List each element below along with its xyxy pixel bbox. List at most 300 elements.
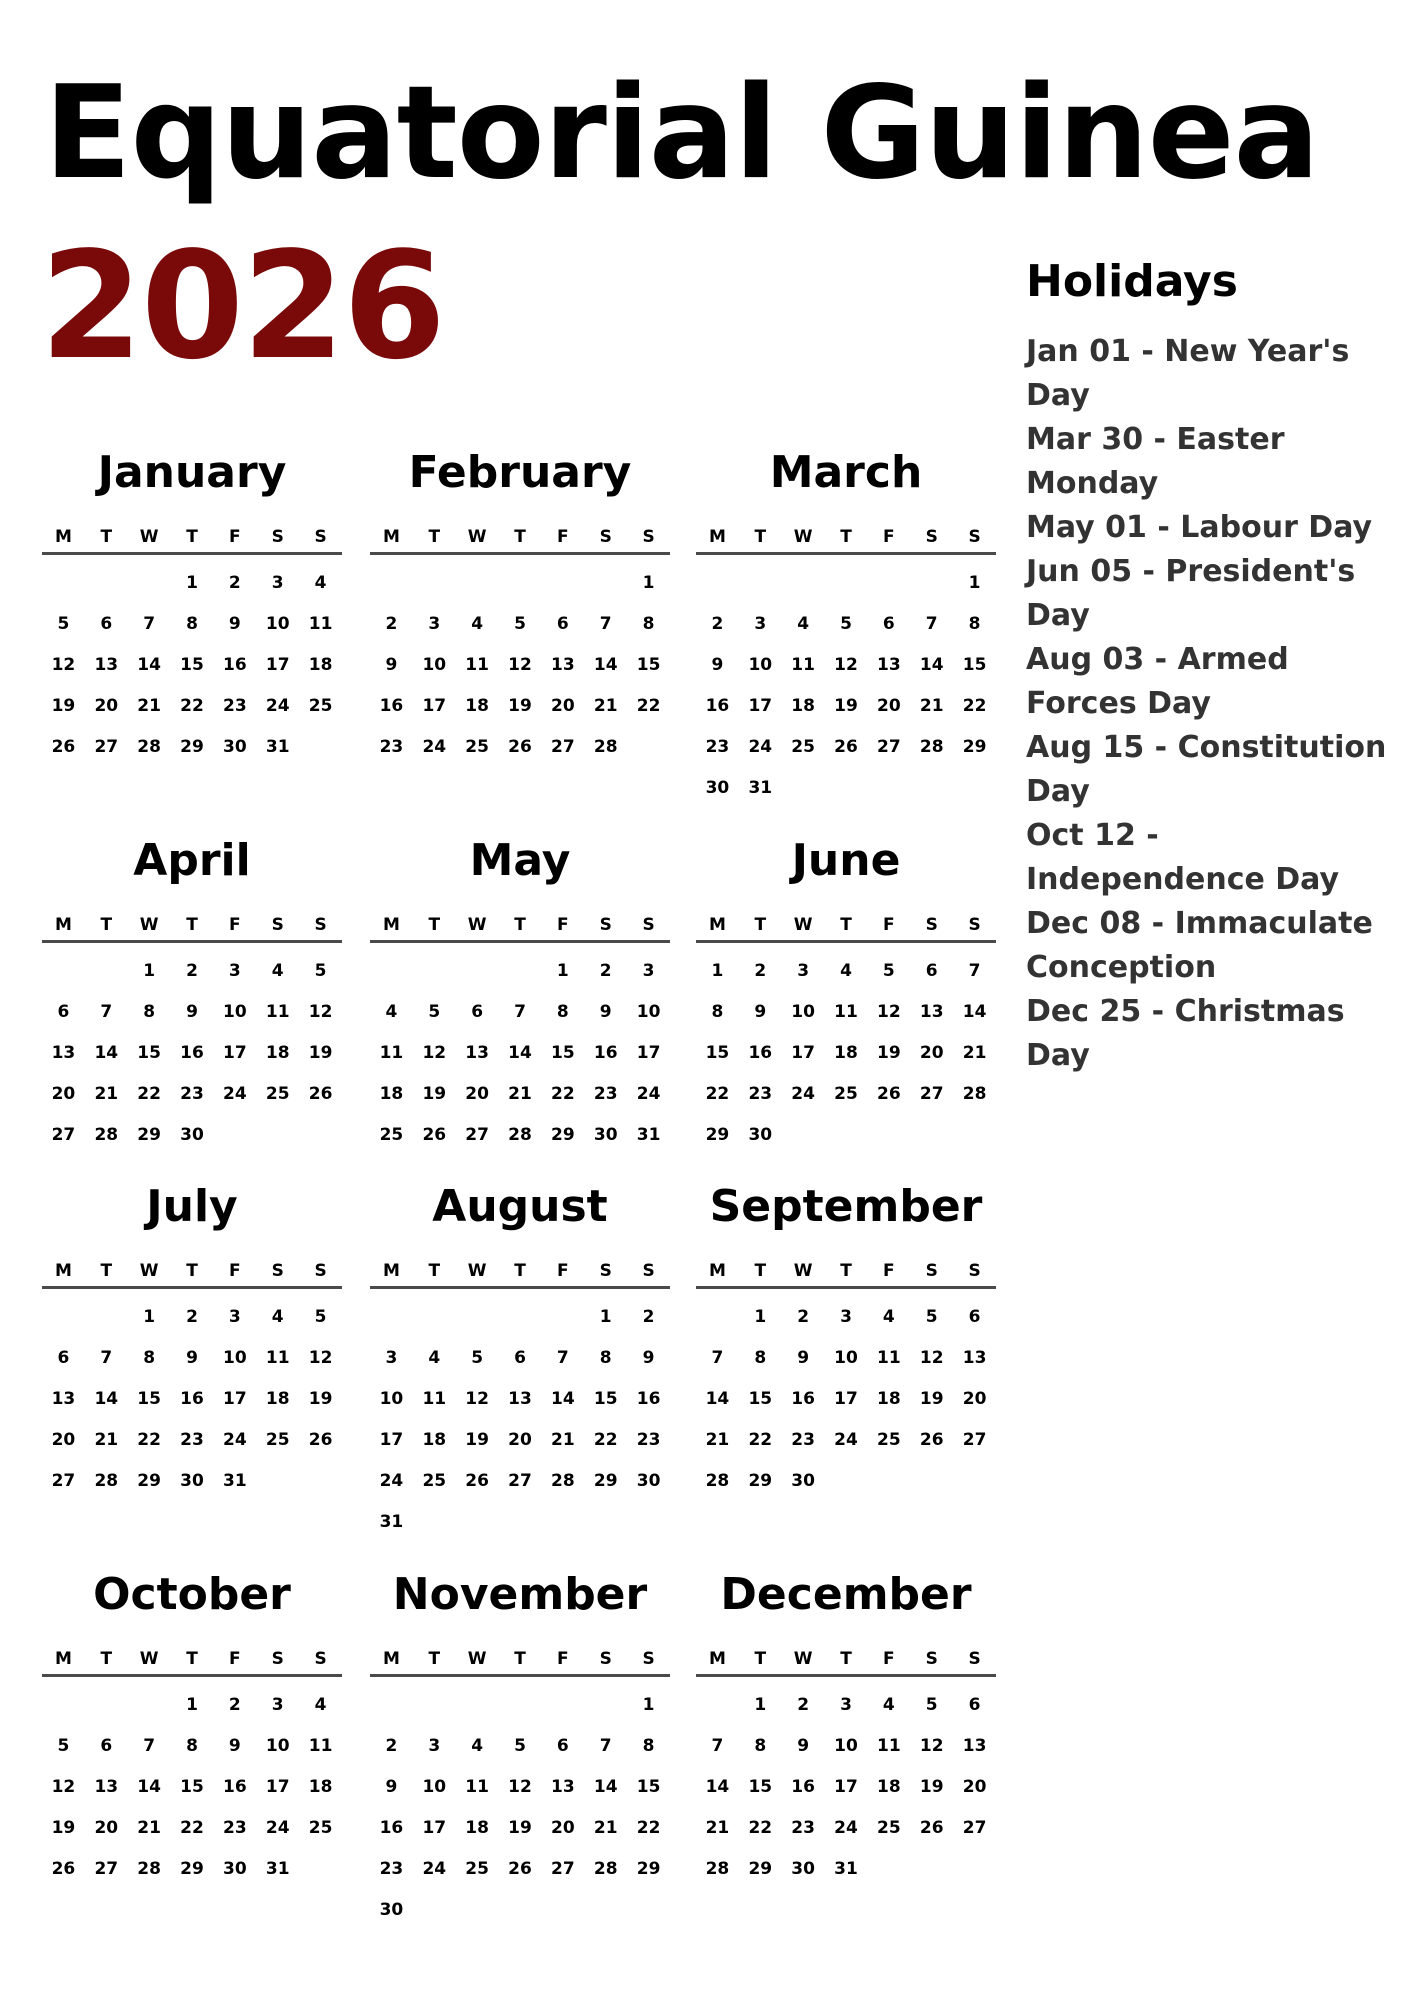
day-cell: 17 <box>834 1777 858 1797</box>
day-cell: 25 <box>265 1430 290 1450</box>
weekday-header: W <box>128 1644 171 1677</box>
weekday-header: T <box>739 1256 782 1289</box>
day-cell: 30 <box>705 778 730 798</box>
day-cell: 21 <box>137 1818 161 1838</box>
weekday-header: W <box>128 1256 171 1289</box>
weekday-header: T <box>85 522 128 555</box>
day-cell: 12 <box>877 1002 901 1022</box>
day-cell: 7 <box>599 1736 612 1756</box>
day-cell: 30 <box>791 1471 815 1491</box>
day-cell: 28 <box>919 737 944 757</box>
weekday-header: T <box>499 1644 542 1677</box>
weekday-header: T <box>171 910 214 943</box>
day-cell: 11 <box>308 1736 333 1756</box>
day-cell: 11 <box>265 1348 290 1368</box>
day-cell: 26 <box>919 1430 944 1450</box>
empty-day-cell <box>696 1685 739 1726</box>
day-cell: 31 <box>265 1859 290 1879</box>
empty-day-cell <box>42 1297 85 1338</box>
day-cell: 1 <box>186 1695 198 1715</box>
day-cell: 3 <box>271 1695 284 1715</box>
day-cell: 5 <box>57 614 70 634</box>
day-cell: 28 <box>137 1859 161 1879</box>
day-cell: 14 <box>137 655 161 675</box>
day-cell: 12 <box>508 1777 532 1797</box>
day-cell: 14 <box>137 1777 161 1797</box>
day-cell: 11 <box>308 614 333 634</box>
day-cell: 15 <box>180 655 204 675</box>
day-cell: 26 <box>834 737 858 757</box>
day-cell: 2 <box>385 614 398 634</box>
day-cell: 19 <box>51 696 76 716</box>
day-cell: 25 <box>877 1818 901 1838</box>
day-cell: 12 <box>508 655 532 675</box>
day-cell: 28 <box>137 737 161 757</box>
day-cell: 19 <box>919 1389 944 1409</box>
day-cell: 27 <box>94 1859 119 1879</box>
weekday-header: T <box>413 910 456 943</box>
empty-day-cell <box>739 563 782 604</box>
day-cell: 26 <box>308 1084 333 1104</box>
day-cell: 17 <box>636 1043 661 1063</box>
day-cell: 8 <box>968 614 981 634</box>
day-cell: 4 <box>882 1695 895 1715</box>
day-cell: 14 <box>705 1389 730 1409</box>
day-cell: 5 <box>428 1002 441 1022</box>
holiday-item: Dec 08 - Immaculate Conception <box>1026 906 1373 986</box>
day-cell: 14 <box>94 1043 119 1063</box>
weekday-header: M <box>370 1256 413 1289</box>
day-cell: 21 <box>705 1818 730 1838</box>
day-cell: 2 <box>228 1695 241 1715</box>
empty-day-cell <box>42 563 85 604</box>
empty-day-cell <box>413 1685 456 1726</box>
weekday-header: S <box>256 522 299 555</box>
day-cell: 25 <box>465 737 489 757</box>
weekday-header: F <box>541 1256 584 1289</box>
weekday-header: W <box>456 1256 499 1289</box>
empty-day-cell <box>413 1297 456 1338</box>
weekday-header: M <box>696 1644 739 1677</box>
day-cell: 10 <box>223 1002 247 1022</box>
day-cell: 7 <box>143 614 156 634</box>
empty-day-cell <box>696 1297 739 1338</box>
weekday-header: T <box>499 1256 542 1289</box>
month-days-grid <box>42 1256 342 1502</box>
day-cell: 26 <box>422 1125 447 1145</box>
empty-day-cell <box>541 563 584 604</box>
month-name: October <box>93 1569 291 1620</box>
day-cell: 29 <box>593 1471 618 1491</box>
day-cell: 20 <box>962 1777 987 1797</box>
day-cell: 21 <box>705 1430 730 1450</box>
day-cell: 18 <box>265 1389 290 1409</box>
day-cell: 26 <box>51 737 76 757</box>
day-cell: 1 <box>711 961 724 981</box>
day-cell: 9 <box>228 614 241 634</box>
day-cell: 11 <box>465 1777 489 1797</box>
day-cell: 6 <box>514 1348 526 1368</box>
day-cell: 13 <box>962 1736 987 1756</box>
day-cell: 22 <box>137 1430 161 1450</box>
day-cell: 20 <box>962 1389 987 1409</box>
day-cell: 10 <box>748 655 773 675</box>
day-cell: 12 <box>308 1002 333 1022</box>
day-cell: 16 <box>636 1389 661 1409</box>
day-cell: 16 <box>791 1777 815 1797</box>
day-cell: 31 <box>223 1471 247 1491</box>
weekday-header: T <box>739 522 782 555</box>
day-cell: 30 <box>748 1125 773 1145</box>
weekday-header: T <box>85 1256 128 1289</box>
weekday-header: T <box>413 522 456 555</box>
day-cell: 2 <box>186 961 198 981</box>
day-cell: 31 <box>379 1512 404 1532</box>
holiday-item: Dec 25 - Christmas Day <box>1026 994 1345 1074</box>
day-cell: 19 <box>508 1818 532 1838</box>
day-cell: 9 <box>186 1348 198 1368</box>
day-cell: 6 <box>57 1002 70 1022</box>
day-cell: 12 <box>919 1736 944 1756</box>
weekday-header: M <box>696 910 739 943</box>
month-days-grid <box>370 522 670 768</box>
day-cell: 24 <box>834 1818 858 1838</box>
day-cell: 10 <box>834 1348 858 1368</box>
day-cell: 14 <box>94 1389 119 1409</box>
day-cell: 3 <box>271 573 284 593</box>
day-cell: 2 <box>797 1307 810 1327</box>
day-cell: 18 <box>422 1430 447 1450</box>
weekday-header: M <box>696 522 739 555</box>
day-cell: 18 <box>834 1043 858 1063</box>
day-cell: 9 <box>599 1002 612 1022</box>
empty-day-cell <box>910 563 953 604</box>
day-cell: 10 <box>636 1002 661 1022</box>
month-days-grid <box>696 1644 996 1890</box>
day-cell: 2 <box>186 1307 198 1327</box>
day-cell: 27 <box>919 1084 944 1104</box>
day-cell: 27 <box>465 1125 489 1145</box>
month-november <box>370 1566 670 1931</box>
day-cell: 1 <box>556 961 569 981</box>
day-cell: 14 <box>508 1043 532 1063</box>
weekday-header: S <box>256 1256 299 1289</box>
holiday-item: May 01 - Labour Day <box>1026 510 1373 546</box>
day-cell: 23 <box>180 1430 204 1450</box>
month-name: July <box>146 1181 238 1232</box>
day-cell: 5 <box>882 961 895 981</box>
weekday-header: T <box>171 1644 214 1677</box>
day-cell: 12 <box>919 1348 944 1368</box>
weekday-header: S <box>910 522 953 555</box>
day-cell: 18 <box>465 696 489 716</box>
day-cell: 22 <box>962 696 987 716</box>
month-march <box>696 444 996 809</box>
weekday-header: S <box>627 910 670 943</box>
day-cell: 4 <box>428 1348 441 1368</box>
day-cell: 15 <box>748 1777 773 1797</box>
day-cell: 3 <box>840 1307 852 1327</box>
month-october <box>42 1566 342 1890</box>
weekday-header: T <box>85 1644 128 1677</box>
month-name: April <box>133 835 251 886</box>
day-cell: 22 <box>748 1430 773 1450</box>
day-cell: 25 <box>308 1818 333 1838</box>
day-cell: 23 <box>180 1084 204 1104</box>
day-cell: 20 <box>551 696 575 716</box>
day-cell: 29 <box>137 1125 161 1145</box>
day-cell: 28 <box>551 1471 575 1491</box>
weekday-header: S <box>584 910 627 943</box>
day-cell: 12 <box>422 1043 447 1063</box>
month-name: March <box>769 447 923 498</box>
day-cell: 22 <box>551 1084 575 1104</box>
empty-day-cell <box>456 1297 499 1338</box>
day-cell: 3 <box>428 1736 441 1756</box>
month-june <box>696 832 996 1156</box>
day-cell: 29 <box>180 737 204 757</box>
day-cell: 8 <box>186 614 198 634</box>
empty-day-cell <box>42 951 85 992</box>
day-cell: 24 <box>379 1471 404 1491</box>
day-cell: 13 <box>94 655 119 675</box>
day-cell: 17 <box>834 1389 858 1409</box>
day-cell: 25 <box>379 1125 404 1145</box>
day-cell: 29 <box>551 1125 575 1145</box>
weekday-header: S <box>627 1256 670 1289</box>
day-cell: 6 <box>556 1736 569 1756</box>
month-name: January <box>97 447 287 498</box>
weekday-header: M <box>42 522 85 555</box>
day-cell: 19 <box>508 696 532 716</box>
day-cell: 13 <box>465 1043 489 1063</box>
day-cell: 27 <box>51 1471 76 1491</box>
day-cell: 31 <box>748 778 773 798</box>
day-cell: 21 <box>137 696 161 716</box>
day-cell: 21 <box>551 1430 575 1450</box>
weekday-header: T <box>739 1644 782 1677</box>
weekday-header: W <box>456 522 499 555</box>
month-may <box>370 832 670 1156</box>
month-days-grid <box>370 1256 670 1543</box>
day-cell: 1 <box>143 1307 156 1327</box>
day-cell: 4 <box>840 961 852 981</box>
empty-day-cell <box>499 1685 542 1726</box>
day-cell: 19 <box>877 1043 901 1063</box>
day-cell: 26 <box>877 1084 901 1104</box>
day-cell: 29 <box>636 1859 661 1879</box>
empty-day-cell <box>696 563 739 604</box>
empty-day-cell <box>370 1297 413 1338</box>
weekday-header: S <box>627 1644 670 1677</box>
weekday-header: W <box>456 910 499 943</box>
month-name: September <box>709 1181 983 1232</box>
day-cell: 30 <box>180 1125 204 1145</box>
weekday-header: T <box>499 910 542 943</box>
day-cell: 8 <box>711 1002 724 1022</box>
day-cell: 10 <box>223 1348 247 1368</box>
day-cell: 17 <box>379 1430 404 1450</box>
day-cell: 12 <box>51 1777 76 1797</box>
empty-day-cell <box>456 951 499 992</box>
day-cell: 19 <box>465 1430 489 1450</box>
weekday-header: W <box>456 1644 499 1677</box>
day-cell: 10 <box>834 1736 858 1756</box>
month-days-grid <box>370 1644 670 1931</box>
day-cell: 27 <box>877 737 901 757</box>
day-cell: 18 <box>877 1389 901 1409</box>
month-january <box>42 444 342 768</box>
day-cell: 19 <box>834 696 858 716</box>
day-cell: 9 <box>186 1002 198 1022</box>
day-cell: 22 <box>636 696 661 716</box>
day-cell: 21 <box>94 1430 119 1450</box>
weekday-header: T <box>413 1256 456 1289</box>
weekday-header: T <box>825 910 868 943</box>
day-cell: 22 <box>593 1430 618 1450</box>
day-cell: 3 <box>840 1695 852 1715</box>
day-cell: 18 <box>791 696 815 716</box>
day-cell: 18 <box>308 1777 333 1797</box>
day-cell: 5 <box>925 1307 938 1327</box>
month-days-grid <box>42 910 342 1156</box>
month-name: November <box>392 1569 648 1620</box>
day-cell: 11 <box>379 1043 404 1063</box>
day-cell: 12 <box>834 655 858 675</box>
day-cell: 17 <box>422 696 447 716</box>
weekday-header: F <box>213 910 256 943</box>
weekday-header: F <box>867 522 910 555</box>
day-cell: 4 <box>314 573 327 593</box>
day-cell: 13 <box>551 1777 575 1797</box>
day-cell: 23 <box>223 696 247 716</box>
day-cell: 27 <box>94 737 119 757</box>
day-cell: 28 <box>593 737 618 757</box>
weekday-header: S <box>256 1644 299 1677</box>
day-cell: 2 <box>599 961 612 981</box>
empty-day-cell <box>541 1297 584 1338</box>
day-cell: 11 <box>877 1348 901 1368</box>
day-cell: 24 <box>223 1430 247 1450</box>
weekday-header: T <box>825 522 868 555</box>
day-cell: 6 <box>968 1307 981 1327</box>
weekday-header: F <box>213 1644 256 1677</box>
day-cell: 17 <box>223 1389 247 1409</box>
day-cell: 6 <box>556 614 569 634</box>
day-cell: 22 <box>180 1818 204 1838</box>
weekday-header: S <box>256 910 299 943</box>
day-cell: 20 <box>465 1084 489 1104</box>
day-cell: 25 <box>791 737 815 757</box>
weekday-header: F <box>213 522 256 555</box>
weekday-header: S <box>299 1256 342 1289</box>
empty-day-cell <box>370 563 413 604</box>
empty-day-cell <box>85 1685 128 1726</box>
day-cell: 30 <box>180 1471 204 1491</box>
day-cell: 24 <box>422 737 447 757</box>
day-cell: 19 <box>919 1777 944 1797</box>
day-cell: 28 <box>593 1859 618 1879</box>
weekday-header: M <box>370 910 413 943</box>
day-cell: 16 <box>223 655 247 675</box>
day-cell: 11 <box>465 655 489 675</box>
day-cell: 29 <box>962 737 987 757</box>
day-cell: 27 <box>51 1125 76 1145</box>
day-cell: 23 <box>748 1084 773 1104</box>
day-cell: 1 <box>968 573 981 593</box>
day-cell: 10 <box>265 1736 290 1756</box>
day-cell: 19 <box>422 1084 447 1104</box>
empty-day-cell <box>85 951 128 992</box>
day-cell: 29 <box>180 1859 204 1879</box>
day-cell: 17 <box>791 1043 815 1063</box>
holiday-item: Aug 15 - Constitution Day <box>1026 730 1387 810</box>
day-cell: 18 <box>379 1084 404 1104</box>
day-cell: 15 <box>705 1043 730 1063</box>
day-cell: 24 <box>223 1084 247 1104</box>
month-days-grid <box>42 1644 342 1890</box>
day-cell: 27 <box>551 1859 575 1879</box>
day-cell: 12 <box>51 655 76 675</box>
day-cell: 22 <box>748 1818 773 1838</box>
month-december <box>696 1566 996 1890</box>
day-cell: 12 <box>308 1348 333 1368</box>
day-cell: 30 <box>791 1859 815 1879</box>
day-cell: 16 <box>705 696 730 716</box>
day-cell: 30 <box>593 1125 618 1145</box>
empty-day-cell <box>456 563 499 604</box>
day-cell: 7 <box>968 961 981 981</box>
day-cell: 18 <box>465 1818 489 1838</box>
day-cell: 18 <box>308 655 333 675</box>
day-cell: 14 <box>705 1777 730 1797</box>
weekday-header: F <box>541 910 584 943</box>
day-cell: 22 <box>137 1084 161 1104</box>
day-cell: 6 <box>925 961 938 981</box>
day-cell: 23 <box>593 1084 618 1104</box>
day-cell: 13 <box>51 1389 76 1409</box>
weekday-header: W <box>128 522 171 555</box>
holidays-heading: Holidays <box>1026 256 1238 307</box>
day-cell: 17 <box>223 1043 247 1063</box>
empty-day-cell <box>499 563 542 604</box>
day-cell: 7 <box>556 1348 569 1368</box>
day-cell: 3 <box>428 614 441 634</box>
day-cell: 7 <box>711 1736 724 1756</box>
day-cell: 11 <box>265 1002 290 1022</box>
day-cell: 24 <box>791 1084 815 1104</box>
day-cell: 28 <box>705 1859 730 1879</box>
day-cell: 7 <box>100 1348 113 1368</box>
day-cell: 2 <box>385 1736 398 1756</box>
day-cell: 11 <box>422 1389 447 1409</box>
day-cell: 16 <box>593 1043 618 1063</box>
holiday-item: Aug 03 - Armed Forces Day <box>1026 642 1289 722</box>
day-cell: 20 <box>508 1430 532 1450</box>
day-cell: 22 <box>180 696 204 716</box>
weekday-header: S <box>584 1644 627 1677</box>
day-cell: 31 <box>636 1125 661 1145</box>
day-cell: 8 <box>754 1348 767 1368</box>
day-cell: 26 <box>308 1430 333 1450</box>
day-cell: 1 <box>754 1307 767 1327</box>
empty-day-cell <box>370 951 413 992</box>
day-cell: 21 <box>94 1084 119 1104</box>
empty-day-cell <box>456 1685 499 1726</box>
day-cell: 15 <box>593 1389 618 1409</box>
weekday-header: F <box>867 1256 910 1289</box>
day-cell: 30 <box>379 1900 404 1920</box>
